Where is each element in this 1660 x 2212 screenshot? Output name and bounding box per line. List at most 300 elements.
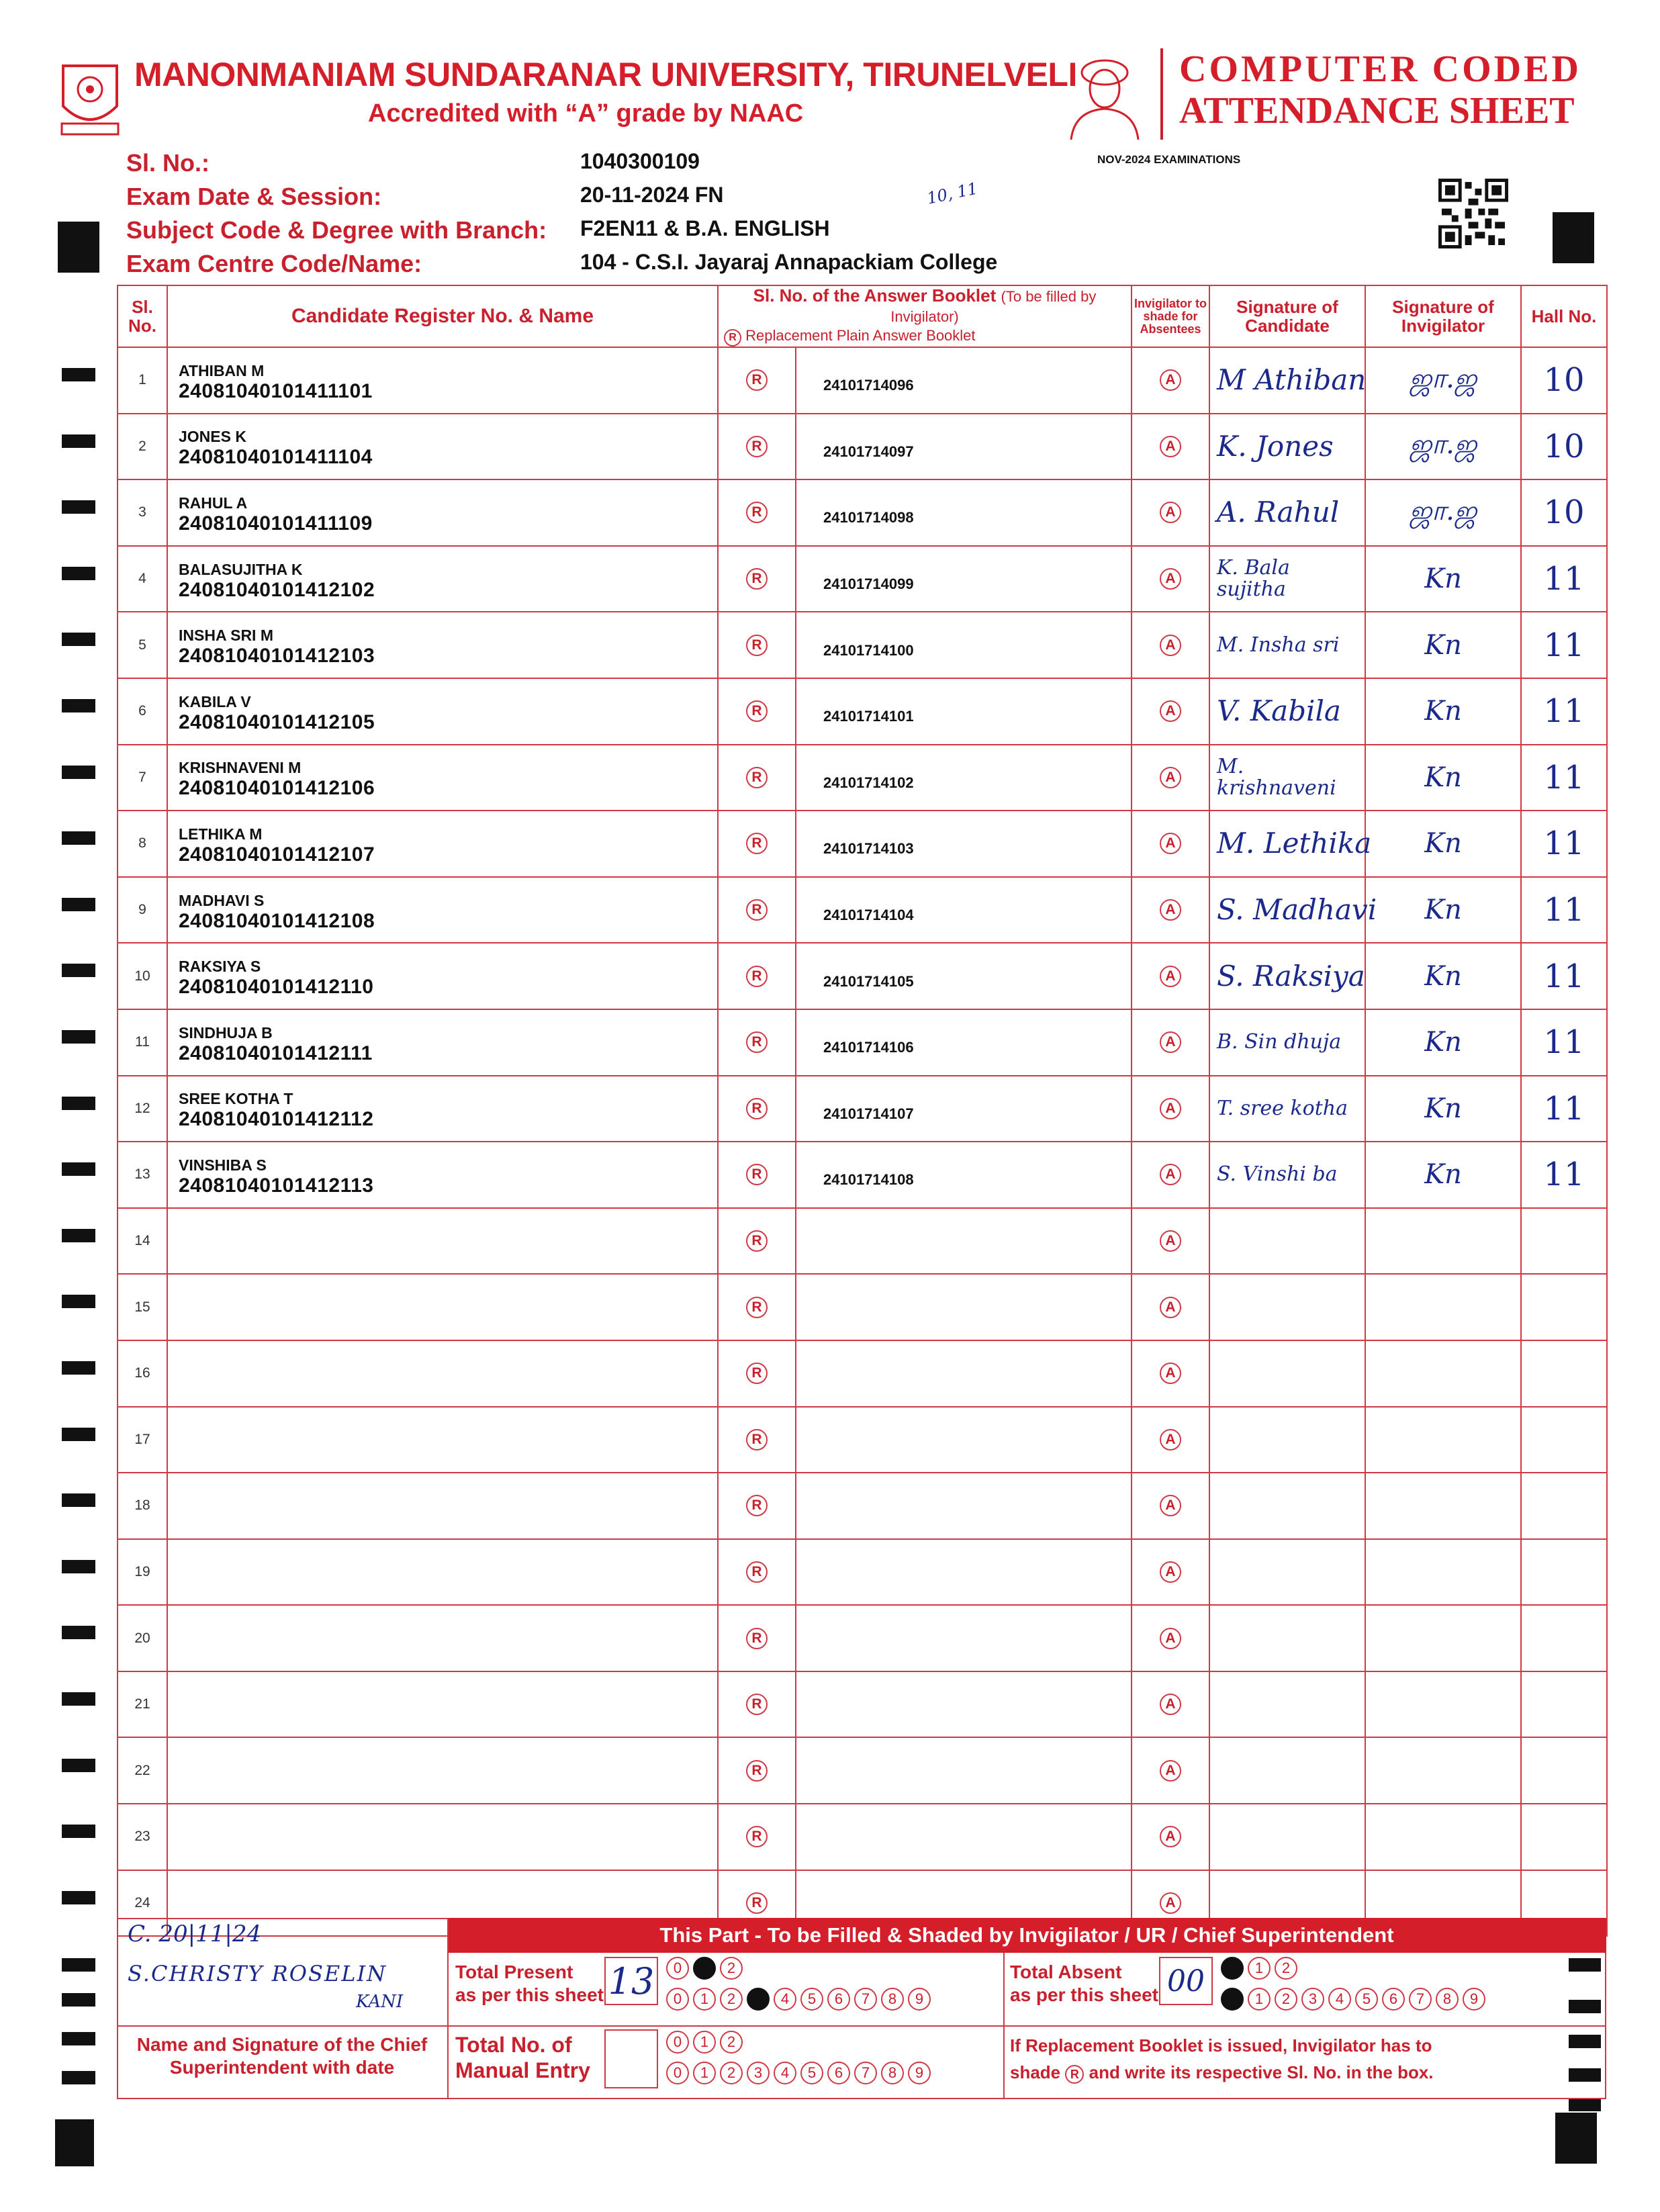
candidate-signature[interactable] — [1209, 1208, 1365, 1275]
candidate-name: MADHAVI S — [179, 891, 265, 909]
present-value-box[interactable]: 13 — [604, 1957, 658, 2005]
digit-bubble[interactable]: 4 — [774, 2062, 796, 2084]
row-sl: 12 — [118, 1076, 167, 1142]
candidate-signature[interactable]: M. Lethika — [1209, 811, 1365, 877]
hall-number[interactable]: 11 — [1521, 811, 1607, 877]
digit-bubble[interactable]: 8 — [881, 2062, 904, 2084]
absent-bubble[interactable]: A — [1160, 1760, 1181, 1782]
booklet-number[interactable] — [796, 1208, 1132, 1275]
absent-label-2: as per this sheet — [1010, 1984, 1158, 2005]
absent-bubble[interactable]: A — [1160, 700, 1181, 722]
absent-bubble[interactable]: A — [1160, 1628, 1181, 1649]
present-units-bubbles[interactable] — [666, 1988, 931, 2011]
absent-tens-bubbles[interactable] — [1221, 1957, 1297, 1980]
absent-cell[interactable] — [1132, 479, 1209, 546]
candidate-cell — [167, 347, 718, 414]
replacement-cell[interactable] — [718, 1274, 796, 1340]
hall-number[interactable]: 11 — [1521, 546, 1607, 612]
digit-bubble[interactable]: 3 — [1301, 1988, 1324, 2011]
digit-bubble[interactable]: 0 — [666, 2062, 689, 2084]
hall-number[interactable] — [1521, 1274, 1607, 1340]
replacement-bubble[interactable]: R — [746, 1297, 768, 1318]
booklet-number[interactable]: 24101714104 — [796, 877, 1132, 943]
invigilator-signature[interactable] — [1365, 1804, 1521, 1870]
centre-value: 104 - C.S.I. Jayaraj Annapackiam College — [580, 250, 998, 274]
booklet-number[interactable]: 24101714105 — [796, 943, 1132, 1009]
booklet-number[interactable] — [796, 1340, 1132, 1407]
header-hall: Hall No. — [1521, 285, 1607, 347]
absent-bubble[interactable]: A — [1160, 899, 1181, 921]
manual-label — [455, 2032, 590, 2083]
digit-bubble[interactable]: 9 — [908, 2062, 931, 2084]
absent-cell[interactable] — [1132, 612, 1209, 678]
candidate-name: KABILA V — [179, 692, 251, 710]
booklet-number[interactable] — [796, 1804, 1132, 1870]
digit-bubble[interactable]: 4 — [774, 1988, 796, 2011]
booklet-number[interactable]: 24101714099 — [796, 546, 1132, 612]
absent-bubble[interactable]: A — [1160, 1561, 1181, 1583]
invigilator-signature[interactable] — [1365, 1208, 1521, 1275]
booklet-number[interactable] — [796, 1274, 1132, 1340]
digit-bubble[interactable]: 6 — [827, 2062, 850, 2084]
candidate-signature[interactable]: M. Insha sri — [1209, 612, 1365, 678]
absent-bubble[interactable]: A — [1160, 568, 1181, 590]
manual-tens-bubbles[interactable] — [666, 2031, 743, 2054]
sl-no-label: Sl. No.: — [126, 149, 210, 177]
absent-bubble[interactable]: A — [1160, 1694, 1181, 1715]
header-candidate: Candidate Register No. & Name — [167, 285, 718, 347]
replacement-cell[interactable] — [718, 347, 796, 414]
invigilator-signature[interactable] — [1365, 1473, 1521, 1539]
digit-bubble[interactable]: 4 — [1328, 1988, 1351, 2011]
candidate-cell — [167, 1804, 718, 1870]
digit-bubble[interactable]: 8 — [1436, 1988, 1459, 2011]
header-divider — [1160, 48, 1163, 140]
invigilator-signature[interactable]: Kn — [1365, 1142, 1521, 1208]
candidate-signature[interactable] — [1209, 1671, 1365, 1738]
row-sl: 21 — [118, 1671, 167, 1738]
absent-cell[interactable] — [1132, 414, 1209, 480]
digit-bubble[interactable]: 2 — [720, 2062, 743, 2084]
hall-number[interactable] — [1521, 1539, 1607, 1606]
hall-number[interactable]: 11 — [1521, 612, 1607, 678]
absent-bubble[interactable]: A — [1160, 1230, 1181, 1252]
invigilator-signature[interactable]: Kn — [1365, 1009, 1521, 1076]
booklet-number[interactable]: 24101714100 — [796, 612, 1132, 678]
replacement-bubble[interactable]: R — [746, 1495, 768, 1516]
absent-cell[interactable] — [1132, 1804, 1209, 1870]
absent-bubble[interactable]: A — [1160, 1363, 1181, 1384]
replacement-cell[interactable] — [718, 1605, 796, 1671]
candidate-signature[interactable]: B. Sin dhuja — [1209, 1009, 1365, 1076]
table-row — [118, 546, 1607, 612]
replacement-bubble[interactable]: R — [746, 635, 768, 656]
candidate-cell — [167, 811, 718, 877]
hall-number[interactable] — [1521, 1737, 1607, 1804]
booklet-number[interactable] — [796, 1407, 1132, 1473]
replacement-bubble[interactable]: R — [746, 899, 768, 921]
candidate-signature[interactable]: M. krishnaveni — [1209, 745, 1365, 811]
digit-bubble[interactable]: 0 — [1221, 1988, 1244, 2011]
absent-bubble[interactable]: A — [1160, 1826, 1181, 1847]
corner-mark-tl — [58, 222, 99, 273]
absent-bubble[interactable]: A — [1160, 966, 1181, 987]
candidate-name: SREE KOTHA T — [179, 1090, 293, 1108]
candidate-signature[interactable]: K. Jones — [1209, 414, 1365, 480]
replacement-cell[interactable] — [718, 1340, 796, 1407]
invigilator-signature[interactable]: Kn — [1365, 745, 1521, 811]
hall-number[interactable]: 11 — [1521, 678, 1607, 745]
candidate-name: JONES K — [179, 428, 246, 446]
timing-mark — [62, 1825, 95, 1838]
replacement-bubble[interactable]: R — [746, 966, 768, 987]
replacement-bubble[interactable]: R — [746, 1230, 768, 1252]
absent-cell[interactable] — [1132, 877, 1209, 943]
replacement-cell[interactable] — [718, 479, 796, 546]
absent-bubble[interactable]: A — [1160, 1164, 1181, 1185]
hall-number[interactable]: 10 — [1521, 479, 1607, 546]
hall-number[interactable]: 11 — [1521, 943, 1607, 1009]
replacement-cell[interactable] — [718, 414, 796, 480]
absent-bubble[interactable]: A — [1160, 1892, 1181, 1914]
hall-number[interactable]: 11 — [1521, 1076, 1607, 1142]
digit-bubble[interactable]: 3 — [747, 2062, 770, 2084]
invigilator-signature[interactable]: Kn — [1365, 811, 1521, 877]
booklet-number[interactable] — [796, 1539, 1132, 1606]
absent-bubble[interactable]: A — [1160, 1429, 1181, 1450]
table-row — [118, 745, 1607, 811]
header-booklet-note: (To be filled by Invigilator) — [890, 288, 1097, 325]
candidate-signature[interactable] — [1209, 1274, 1365, 1340]
absent-cell[interactable] — [1132, 1340, 1209, 1407]
hall-number[interactable] — [1521, 1407, 1607, 1473]
subject-value: F2EN11 & B.A. ENGLISH — [580, 216, 830, 240]
absent-label-1: Total Absent — [1010, 1962, 1122, 1982]
register-number: 24081040101412108 — [179, 909, 375, 932]
timing-mark — [62, 1229, 95, 1242]
candidate-signature[interactable]: S. Raksiya — [1209, 943, 1365, 1009]
invigilator-signature[interactable]: Kn — [1365, 877, 1521, 943]
hall-number[interactable] — [1521, 1340, 1607, 1407]
row-sl: 11 — [118, 1009, 167, 1076]
replacement-bubble[interactable]: R — [746, 1363, 768, 1384]
invigilator-signature[interactable]: ஜா.ஜ — [1365, 479, 1521, 546]
row-sl: 1 — [118, 347, 167, 414]
hall-number[interactable] — [1521, 1804, 1607, 1870]
candidate-signature[interactable]: M Athiban — [1209, 347, 1365, 414]
absent-cell[interactable] — [1132, 1737, 1209, 1804]
invigilator-signature[interactable]: ஜா.ஜ — [1365, 414, 1521, 480]
absent-bubble[interactable]: A — [1160, 369, 1181, 391]
candidate-cell — [167, 612, 718, 678]
replacement-cell[interactable] — [718, 546, 796, 612]
hall-number[interactable] — [1521, 1671, 1607, 1738]
invigilator-signature[interactable] — [1365, 1605, 1521, 1671]
digit-bubble[interactable]: 1 — [693, 1957, 716, 1980]
manual-units-bubbles[interactable] — [666, 2062, 931, 2084]
university-name: MANONMANIAM SUNDARANAR UNIVERSITY, TIRUNELVELI — [134, 56, 1077, 93]
digit-bubble[interactable]: 0 — [666, 1988, 689, 2011]
digit-bubble[interactable]: 2 — [720, 1957, 743, 1980]
booklet-number[interactable]: 24101714106 — [796, 1009, 1132, 1076]
absent-bubble[interactable]: A — [1160, 1297, 1181, 1318]
digit-bubble[interactable]: 2 — [720, 2031, 743, 2054]
absent-cell[interactable] — [1132, 1009, 1209, 1076]
absent-cell[interactable] — [1132, 1274, 1209, 1340]
hall-number[interactable]: 11 — [1521, 1142, 1607, 1208]
exam-date-value: 20-11-2024 FN — [580, 183, 724, 207]
absent-cell[interactable] — [1132, 1671, 1209, 1738]
replacement-cell[interactable] — [718, 1407, 796, 1473]
invigilator-signature[interactable]: Kn — [1365, 546, 1521, 612]
exam-session-label: NOV-2024 EXAMINATIONS — [1097, 153, 1241, 166]
absent-bubble[interactable]: A — [1160, 635, 1181, 656]
booklet-number[interactable] — [796, 1737, 1132, 1804]
timing-mark — [62, 1097, 95, 1110]
replacement-bubble[interactable]: R — [746, 436, 768, 457]
replacement-bubble[interactable]: R — [746, 502, 768, 523]
replacement-bubble[interactable]: R — [746, 1628, 768, 1649]
sheet-title — [1179, 48, 1581, 132]
absent-bubble[interactable]: A — [1160, 436, 1181, 457]
invigilator-signature[interactable] — [1365, 1340, 1521, 1407]
absent-cell[interactable] — [1132, 678, 1209, 745]
replacement-cell[interactable] — [718, 1208, 796, 1275]
replacement-cell[interactable] — [718, 1473, 796, 1539]
replacement-bubble[interactable]: R — [746, 1031, 768, 1053]
candidate-signature[interactable] — [1209, 1804, 1365, 1870]
candidate-name: INSHA SRI M — [179, 627, 273, 645]
digit-bubble[interactable]: 1 — [1248, 1988, 1271, 2011]
absent-bubble[interactable]: A — [1160, 1031, 1181, 1053]
candidate-signature[interactable]: S. Vinshi ba — [1209, 1142, 1365, 1208]
booklet-number[interactable]: 24101714101 — [796, 678, 1132, 745]
invigilator-signature[interactable] — [1365, 1274, 1521, 1340]
replacement-bubble[interactable]: R — [746, 767, 768, 788]
absent-value-box[interactable]: 00 — [1159, 1957, 1213, 2005]
row-sl: 20 — [118, 1605, 167, 1671]
digit-bubble[interactable]: 1 — [693, 1988, 716, 2011]
digit-bubble[interactable]: 6 — [1382, 1988, 1405, 2011]
replacement-note-3: and write its respective Sl. No. in the box. — [1089, 2062, 1434, 2082]
candidate-signature[interactable] — [1209, 1605, 1365, 1671]
hall-number[interactable]: 11 — [1521, 1009, 1607, 1076]
absent-cell[interactable] — [1132, 1473, 1209, 1539]
table-row — [118, 678, 1607, 745]
booklet-number[interactable]: 24101714102 — [796, 745, 1132, 811]
table-row — [118, 1671, 1607, 1738]
hall-number[interactable]: 10 — [1521, 347, 1607, 414]
digit-bubble[interactable]: 5 — [800, 2062, 823, 2084]
candidate-signature[interactable]: S. Madhavi — [1209, 877, 1365, 943]
table-row — [118, 414, 1607, 480]
absent-cell[interactable] — [1132, 1208, 1209, 1275]
absent-cell[interactable] — [1132, 1539, 1209, 1606]
replacement-cell[interactable] — [718, 877, 796, 943]
replacement-cell[interactable] — [718, 1671, 796, 1738]
booklet-number[interactable] — [796, 1605, 1132, 1671]
replacement-cell[interactable] — [718, 1539, 796, 1606]
replacement-cell[interactable] — [718, 1076, 796, 1142]
replacement-bubble[interactable]: R — [746, 1826, 768, 1847]
replacement-cell[interactable] — [718, 745, 796, 811]
booklet-number[interactable]: 24101714107 — [796, 1076, 1132, 1142]
hall-number[interactable]: 11 — [1521, 745, 1607, 811]
digit-bubble[interactable]: 5 — [800, 1988, 823, 2011]
absent-cell[interactable] — [1132, 1605, 1209, 1671]
replacement-bubble[interactable]: R — [746, 700, 768, 722]
sl-no-value: 1040300109 — [580, 149, 700, 173]
booklet-number[interactable] — [796, 1671, 1132, 1738]
hall-number[interactable]: 10 — [1521, 414, 1607, 480]
digit-bubble[interactable]: 0 — [666, 2031, 689, 2054]
digit-bubble[interactable]: 2 — [1275, 1988, 1297, 2011]
candidate-name: SINDHUJA B — [179, 1023, 273, 1042]
invigilator-signature[interactable] — [1365, 1539, 1521, 1606]
university-logo — [56, 59, 124, 140]
booklet-number[interactable]: 24101714108 — [796, 1142, 1132, 1208]
replacement-bubble[interactable]: R — [746, 1098, 768, 1119]
digit-bubble[interactable]: 7 — [854, 2062, 877, 2084]
digit-bubble[interactable]: 0 — [1221, 1957, 1244, 1980]
candidate-cell — [167, 414, 718, 480]
candidate-signature[interactable] — [1209, 1340, 1365, 1407]
timing-mark — [62, 1361, 95, 1375]
present-label-1: Total Present — [455, 1962, 573, 1982]
present-label — [455, 1961, 604, 2007]
booklet-number[interactable]: 24101714098 — [796, 479, 1132, 546]
replacement-cell[interactable] — [718, 1737, 796, 1804]
absent-units-bubbles[interactable] — [1221, 1988, 1485, 2011]
absent-cell[interactable] — [1132, 1142, 1209, 1208]
booklet-number[interactable]: 24101714103 — [796, 811, 1132, 877]
hall-number[interactable]: 11 — [1521, 877, 1607, 943]
invigilator-signature[interactable] — [1365, 1407, 1521, 1473]
absent-cell[interactable] — [1132, 1407, 1209, 1473]
booklet-number[interactable]: 24101714096 — [796, 347, 1132, 414]
table-row — [118, 1274, 1607, 1340]
replacement-bubble[interactable]: R — [746, 1760, 768, 1782]
digit-bubble[interactable]: 1 — [693, 2062, 716, 2084]
replacement-bubble[interactable]: R — [746, 1561, 768, 1583]
candidate-signature[interactable] — [1209, 1473, 1365, 1539]
digit-bubble[interactable]: 5 — [1355, 1988, 1378, 2011]
digit-bubble[interactable]: 9 — [1463, 1988, 1485, 2011]
candidate-signature[interactable] — [1209, 1539, 1365, 1606]
absent-bubble[interactable]: A — [1160, 502, 1181, 523]
row-sl: 3 — [118, 479, 167, 546]
replacement-cell[interactable] — [718, 612, 796, 678]
candidate-signature[interactable]: K. Bala sujitha — [1209, 546, 1365, 612]
absent-bubble[interactable]: A — [1160, 767, 1181, 788]
qr-code-icon — [1438, 179, 1508, 248]
replacement-cell[interactable] — [718, 1804, 796, 1870]
digit-bubble[interactable]: 3 — [747, 1988, 770, 2011]
row-sl: 19 — [118, 1539, 167, 1606]
candidate-name: KRISHNAVENI M — [179, 759, 302, 777]
register-number: 24081040101412112 — [179, 1108, 374, 1131]
absent-bubble[interactable]: A — [1160, 833, 1181, 854]
hall-number[interactable] — [1521, 1208, 1607, 1275]
invigilator-signature[interactable]: ஜா.ஜ — [1365, 347, 1521, 414]
candidate-signature[interactable]: T. sree kotha — [1209, 1076, 1365, 1142]
candidate-signature[interactable]: A. Rahul — [1209, 479, 1365, 546]
invigilator-signature[interactable]: Kn — [1365, 678, 1521, 745]
digit-bubble[interactable]: 9 — [908, 1988, 931, 2011]
replacement-cell[interactable] — [718, 1142, 796, 1208]
hall-number[interactable] — [1521, 1473, 1607, 1539]
invigilator-signature[interactable]: Kn — [1365, 943, 1521, 1009]
digit-bubble[interactable]: 1 — [693, 2031, 716, 2054]
booklet-number[interactable] — [796, 1473, 1132, 1539]
replacement-cell[interactable] — [718, 811, 796, 877]
header-booklet — [718, 285, 1132, 347]
invigilator-signature[interactable] — [1365, 1671, 1521, 1738]
invigilator-signature[interactable]: Kn — [1365, 612, 1521, 678]
absent-cell[interactable] — [1132, 546, 1209, 612]
replacement-bubble[interactable]: R — [746, 1892, 768, 1914]
digit-bubble[interactable]: 2 — [720, 1988, 743, 2011]
table-row — [118, 347, 1607, 414]
replacement-bubble[interactable]: R — [746, 1429, 768, 1450]
absent-cell[interactable] — [1132, 811, 1209, 877]
timing-mark — [62, 964, 95, 977]
replacement-note-2: shade — [1010, 2062, 1061, 2082]
absent-cell[interactable] — [1132, 745, 1209, 811]
digit-bubble[interactable]: 8 — [881, 1988, 904, 2011]
absent-bubble[interactable]: A — [1160, 1098, 1181, 1119]
chief-sign-name: S.CHRISTY ROSELIN — [128, 1961, 387, 1986]
candidate-cell — [167, 1208, 718, 1275]
row-sl: 16 — [118, 1340, 167, 1407]
digit-bubble[interactable]: 7 — [854, 1988, 877, 2011]
absent-cell[interactable] — [1132, 1076, 1209, 1142]
absent-cell[interactable] — [1132, 347, 1209, 414]
header-absent: Invigilator to shade for Absentees — [1132, 285, 1209, 347]
table-row — [118, 1208, 1607, 1275]
replacement-cell[interactable] — [718, 678, 796, 745]
replacement-bubble[interactable]: R — [746, 833, 768, 854]
absent-bubble[interactable]: A — [1160, 1495, 1181, 1516]
timing-mark — [62, 1428, 95, 1441]
replacement-bubble[interactable]: R — [746, 568, 768, 590]
digit-bubble[interactable]: 1 — [1248, 1957, 1271, 1980]
header-booklet-title: Sl. No. of the Answer Booklet — [753, 285, 997, 306]
manual-value-box[interactable] — [604, 2029, 658, 2088]
digit-bubble[interactable]: 0 — [666, 1957, 689, 1980]
candidate-signature[interactable]: V. Kabila — [1209, 678, 1365, 745]
replacement-bubble[interactable]: R — [746, 1694, 768, 1715]
digit-bubble[interactable]: 2 — [1275, 1957, 1297, 1980]
replacement-cell[interactable] — [718, 1009, 796, 1076]
replacement-bubble[interactable]: R — [746, 1164, 768, 1185]
table-row — [118, 811, 1607, 877]
hall-number[interactable] — [1521, 1605, 1607, 1671]
booklet-number[interactable]: 24101714097 — [796, 414, 1132, 480]
replacement-cell[interactable] — [718, 943, 796, 1009]
present-tens-bubbles[interactable] — [666, 1957, 743, 1980]
digit-bubble[interactable]: 6 — [827, 1988, 850, 2011]
timing-mark — [62, 898, 95, 911]
candidate-signature[interactable] — [1209, 1407, 1365, 1473]
replacement-bubble[interactable]: R — [746, 369, 768, 391]
digit-bubble[interactable]: 7 — [1409, 1988, 1432, 2011]
timing-mark — [62, 1993, 95, 2007]
candidate-signature[interactable] — [1209, 1737, 1365, 1804]
invigilator-signature[interactable] — [1365, 1737, 1521, 1804]
invigilator-signature[interactable]: Kn — [1365, 1076, 1521, 1142]
absent-cell[interactable] — [1132, 943, 1209, 1009]
